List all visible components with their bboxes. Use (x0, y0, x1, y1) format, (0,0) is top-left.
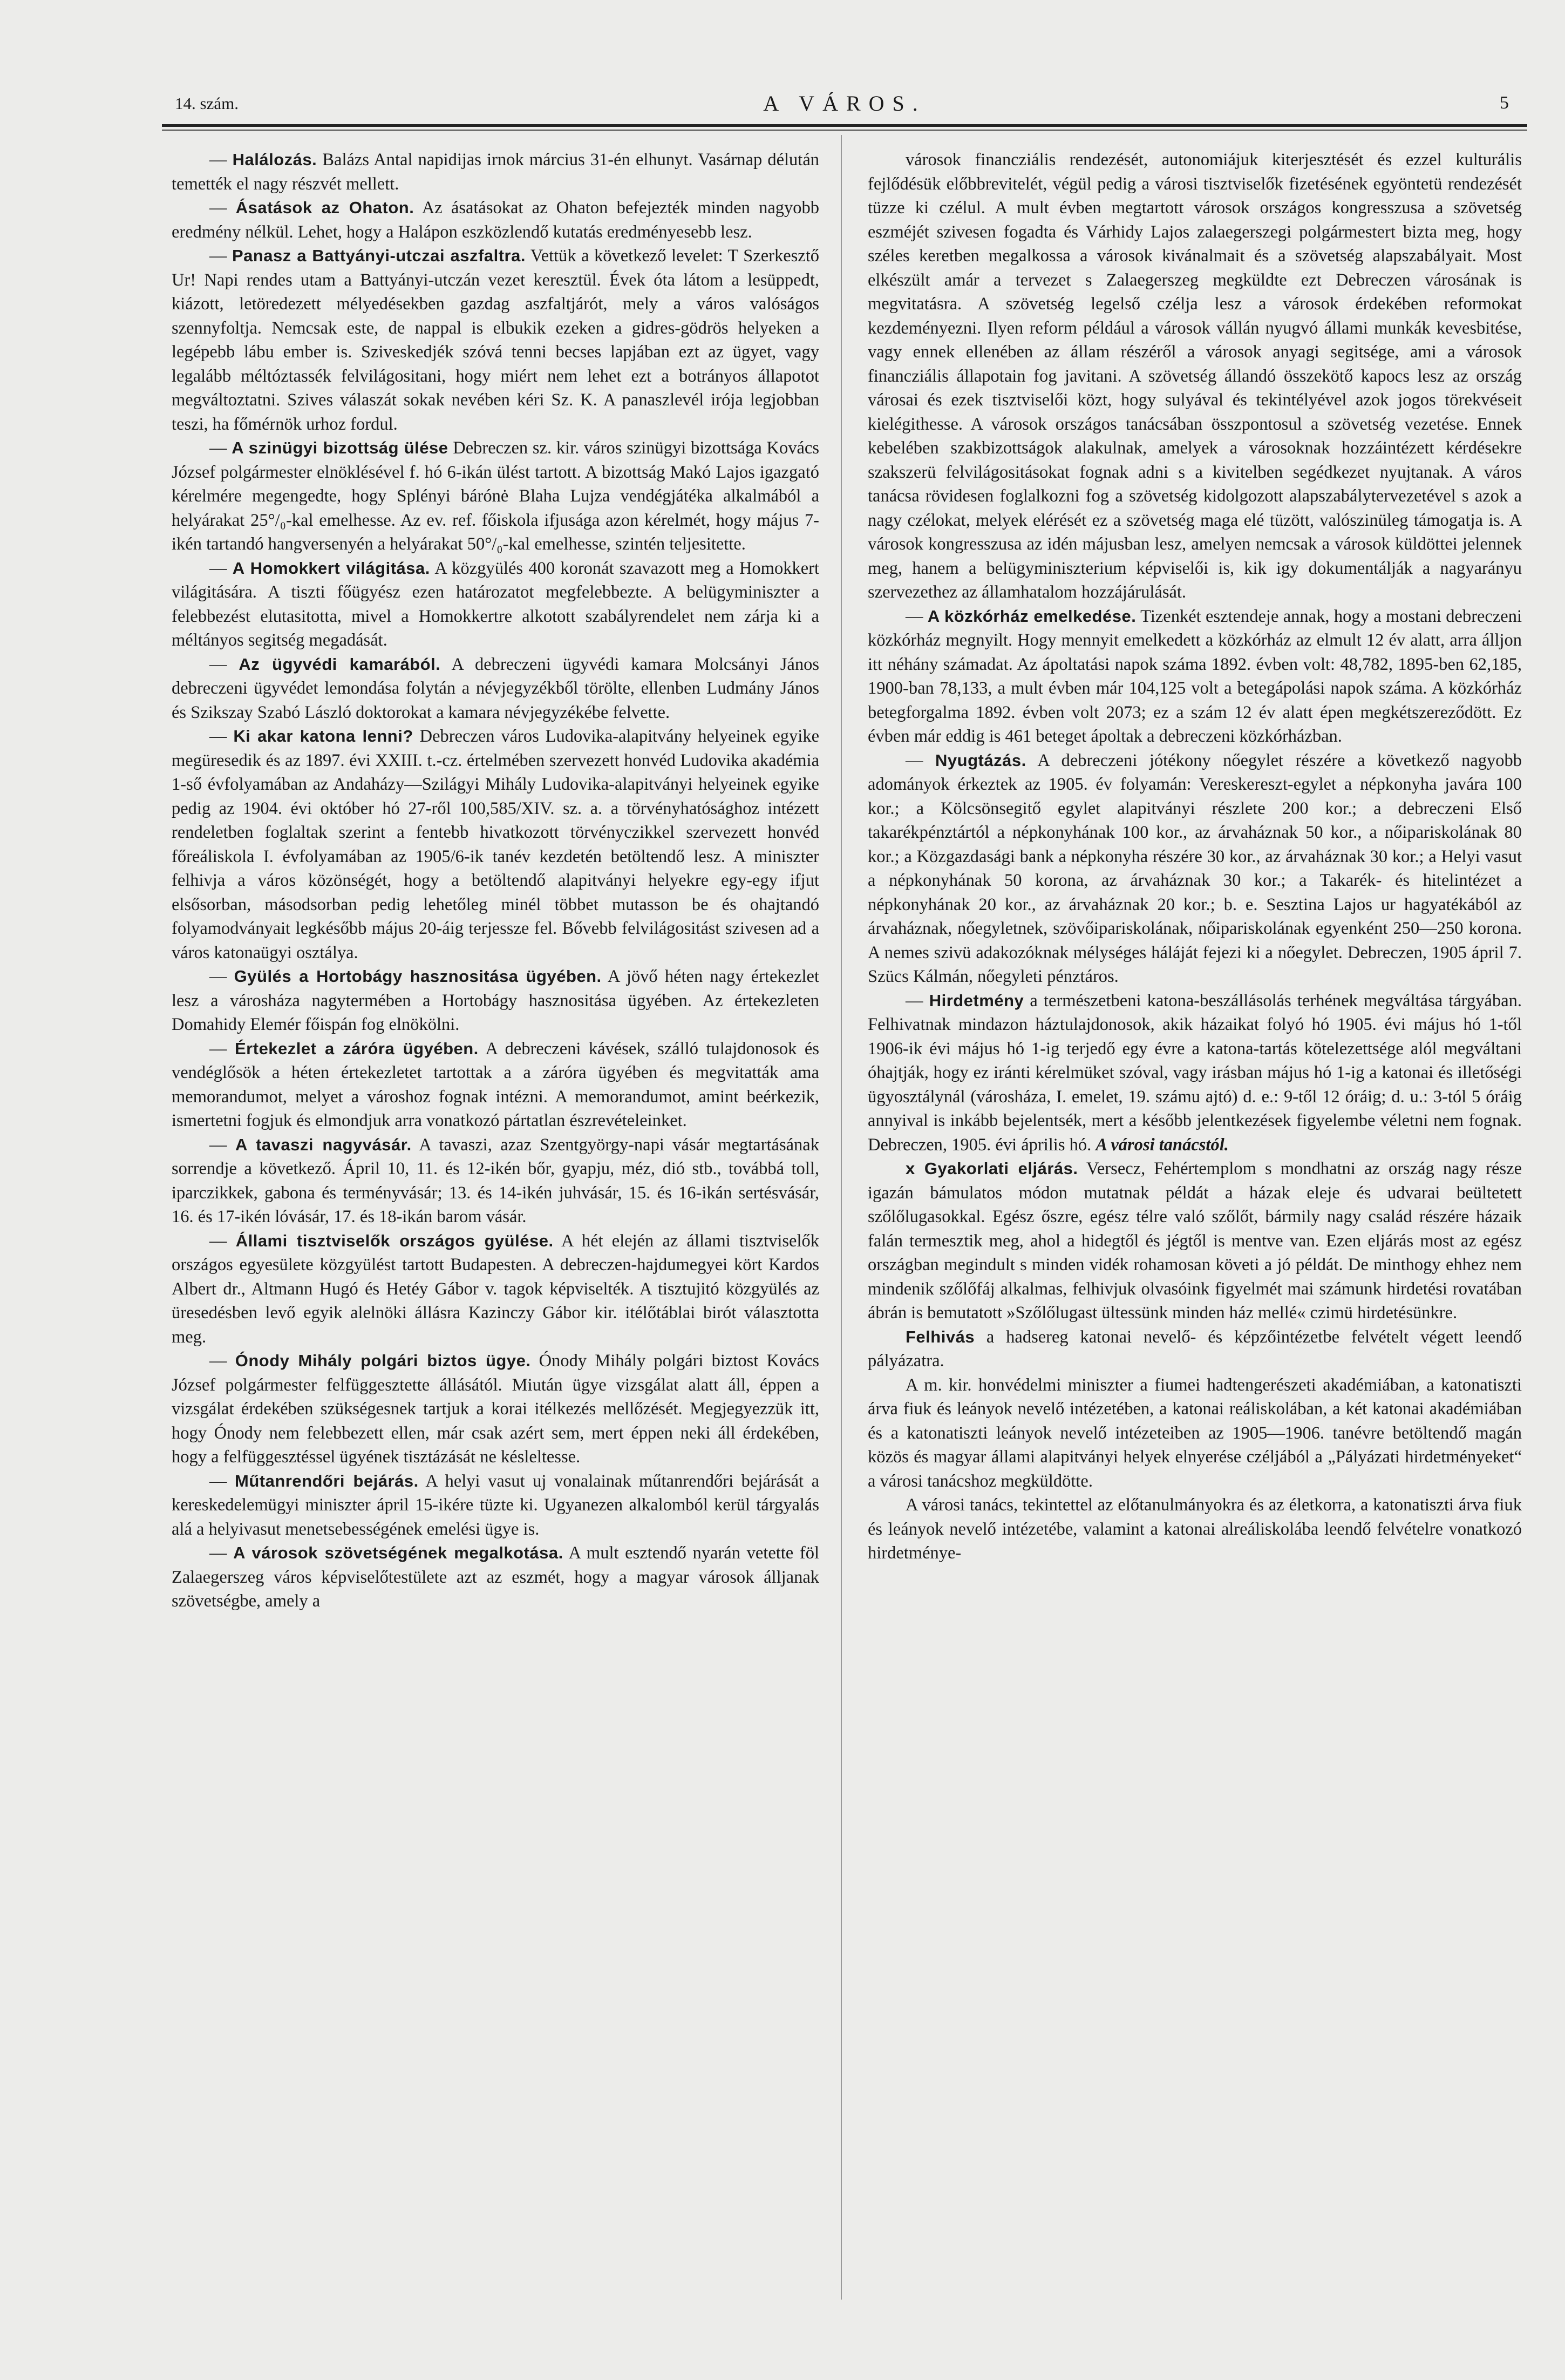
page-number: 5 (1500, 93, 1509, 113)
news-item: — A Homokkert világitása. A közgyülés 400 koronát szavazott meg a Homokkert világitására. A tiszti főügyész ezen határozatot megfelebbezte. A belügyminiszter a felebbezést elutasitotta, mivel a Homokkertre alkotott szabályrendelet nem zárja ki a méltányos segitség megadását. (172, 558, 819, 650)
news-item-body: a természetbeni katona-beszállásolás terhének megváltása tárgyában. Felhivatnak mindazon háztulajdonosok, akik házaikat folyó hó 1905. évi május hó 1-től 1906-ik évi május hó 1-ig terjedő egy évre a katona-tartás kötelezettsége alól megváltani óhajtják, hogy ez iránti kérelmüket szóval, vagy irásban május hó 1-ig a katonai és illetőségi ügyosztálynál (városháza, I. emelet, 19. számu ajtó) d. e.: 9-től 12 óráig; d. u.: 3-tól 5 óráig annyival is inkább bejelentsék, mert a később jelentkezések figyelembe véletni nem fognak. Debreczen, 1905. évi április hó. (868, 991, 1522, 1155)
news-item: — Halálozás. Balázs Antal napidijas irnok március 31-én elhunyt. Vasárnap délután temették el nagy részvét mellett. (172, 150, 819, 194)
news-item-body: A tavaszi, azaz Szentgyörgy-napi vásár megtartásának sorrendje a következő. Ápril 10, 11. és 12-ikén bőr, gyapju, méz, dió stb., továbbá toll, iparczikkek, gabona és terményvásár; 13. és 14-ikén juhvásár, 15. és 16-ikán sertésvásár, 16. és 17-ikén lóvásár, 17. és 18-ikán barom vásár. (172, 1135, 819, 1226)
news-item: — Gyülés a Hortobágy hasznositása ügyében. A jövő héten nagy értekezlet lesz a városháza nagytermében a Hortobágy hasznositása ügyében. Az értekezleten Domahidy Elemér főispán fog elnökölni. (172, 967, 819, 1034)
news-item: — A tavaszi nagyvásár. A tavaszi, azaz Szentgyörgy-napi vásár megtartásának sorrendje a következő. Ápril 10, 11. és 12-ikén bőr, gyapju, méz, dió stb., továbbá toll, iparczikkek, gabona és terményvásár; 13. és 14-ikén juhvásár, 15. és 16-ikán sertésvásár, 16. és 17-ikén lóvásár, 17. és 18-ikán barom vásár. (172, 1135, 819, 1226)
news-item-body: Versecz, Fehértemplom s mondhatni az ország nagy része igazán bámulatos módon mutatnak példát a házak eleje és udvarai beültetett szőlőlugasokkal. Egész őszre, egész télre való szőlőt, bármily nagy család részére házaik falán termesztik meg, ahol a hidegtől és jégtől is mentve van. Ezen eljárás most az egész országban megindult s minden vidék rohamosan követi a jó példát. De minthogy ehhez nem mindenik szőlőfáj alkalmas, felhivjuk olvasóink figyelmét mai számunk hirdetési rovatában ábrán is bemutatott »Szőlőlugast ültessünk minden ház mellé« czimü hirdetésünkre. (868, 1159, 1522, 1323)
news-item-body: A hét elején az állami tisztviselők országos egyesülete közgyülést tartott Budapesten. A debreczen-hajdumegyei kört Kardos Albert dr., Altmann Hugó és Hetéy Gábor v. tagok képviselték. A tisztujitó közgyülés az üresedésben levő egyik alelnöki állásra Kazinczy Gábor kir. itélőtáblai birót választotta meg. (172, 1231, 820, 1347)
news-item-heading: A közkórház emelkedése. (927, 606, 1137, 626)
news-item-heading: Nyugtázás. (935, 750, 1026, 770)
news-item-heading: Felhivás (906, 1327, 975, 1346)
news-item (868, 148, 1522, 605)
news-item: — Panasz a Battyányi-utczai aszfaltra. Vettük a következő levelet: T Szerkesztő Ur! Napi rendes utam a Battyányi-utczán vezet keresztül. Évek óta látom a lesüppedt, kiázott, letöredezett mélyedésekben gazdag aszfaltjárót, mely a város valóságos szennyfoltja. Nemcsak este, de nappal is elbukik ezeken a gidres-gödrös helyeken a legépebb lábu ember is. Sziveskedjék szóvá tenni becses lapjában ezt az ügyet, vagy legalább méltóztassék felvilágositani, hogy miért nem lehet ezt a botrányos állapotot megváltoztatni. Szives válaszát sokak nevében kéri Sz. K. A panaszlevél irója legjobban teszi, ha főmérnök urhoz fordul. (172, 246, 820, 434)
news-item-heading: Ásatások az Ohaton. (235, 198, 414, 217)
news-item-body: A közgyülés 400 koronát szavazott meg a Homokkert világitására. A tiszti főügyész ezen határozatot megfelebbezte. A belügyminiszter a felebbezést elutasitotta, mivel a Homokkertre alkotott szabályrendelet nem zárja ki a méltányos segitség megadását. (172, 558, 819, 650)
news-item-body: A városi tanács, tekintettel az előtanulmányokra és az életkorra, a katonatiszti árva fiuk és leányok nevelő intézetébe, valamint a katonai alreáliskolába leendő felvételre vonatkozó hirdetménye- (868, 1495, 1522, 1563)
news-item-body: A debreczeni ügyvédi kamara Molcsányi János debreczeni ügyvédet lemondása folytán a névjegyzékből törölte, ellenben Ludmány János és Szikszay Szabó László doktorokat a kamara névjegyzékébe felvette. (172, 654, 820, 722)
news-item-body: A debreczeni jótékony nőegylet részére a következő nagyobb adományok érkeztek az 1905. év folyamán: Vereskereszt-egylet a népkonyha javára 100 kor.; a Kölcsönsegitő egylet alapitványi részlete 200 kor.; a debreczeni Első takarékpénztártól a népkonyhának 100 kor., az árvaháznak 50 kor., a nőipariskolának 80 kor.; a Közgazdasági bank a népkonyha részére 30 kor., az árvaháznak 30 kor.; a Helyi vasut a népkonyhának 50 korona, az árvaháznak 30 kor.; a Takarék- és hitelintézet a népkonyhának 20 kor., az árvaháznak 20 kor.; b. e. Sesztina Lajos ur hagyatékából az árvaháznak, nőegyletnek, szövőipariskolának, nőipariskolának egyenként 250—250 korona. A nemes szivü adakozóknak mélységes háláját fejezi ki a nőegylet. Debreczen, 1905 ápril 7. Szücs Kálmán, nőegyleti pénztáros. (868, 750, 1522, 986)
news-item (868, 1373, 1522, 1494)
news-item-heading: Az ügyvédi kamarából. (239, 654, 441, 674)
news-item-heading: A városok szövetségének megalkotása. (233, 1543, 563, 1562)
news-item: — Az ügyvédi kamarából. A debreczeni ügyvédi kamara Molcsányi János debreczeni ügyvédet lemondása folytán a névjegyzékből törölte, ellenben Ludmány János és Szikszay Szabó László doktorokat a kamara névjegyzékébe felvette. (172, 654, 820, 722)
news-item-body: Tizenkét esztendeje annak, hogy a mostani debreczeni közkórház megnyilt. Hogy mennyit emelkedett a közkórház az elmult 12 év alatt, arra álljon itt néhány számadat. Az ápoltatási napok száma 1892. évben volt: 48,782, 1895-ben 62,185, 1900-ban 78,133, a mult évben már 104,125 volt a betegápolási napok száma. A közkórház betegforgalma 1892. évben volt 2073; ez a szám 12 év alatt épen megkétszereződött. Ez évben már eddig is 461 beteget ápoltak a debreczeni közkórházban. (868, 606, 1522, 746)
header-rule (162, 124, 1527, 127)
news-item-heading: Műtanrendőri bejárás. (235, 1471, 419, 1490)
news-item: — A szinügyi bizottság ülése Debreczen sz. kir. város szinügyi bizottsága Kovács József polgármester elnöklésével f. hó 6-ikán ülést tartott. A bizottság Makó Lajos igazgató kérelmére megengedte, hogy Splényi bárónė Blaha Lujza vendégjátéka alkalmából a helyárakat 25°/₀-kal emelhesse. Az ev. ref. főiskola ifjusága azon kérelmét, hogy május 7-ikén tartandó hangversenyén a helyárakat 50°/₀-kal emelhesse, szintén teljesitette. (172, 438, 820, 554)
right-column (868, 148, 1522, 1565)
news-item: — Hirdetmény a természetbeni katona-beszállásolás terhének megváltása tárgyában. Felhivatnak mindazon háztulajdonosok, akik házaikat folyó hó 1905. évi május hó 1-től 1906-ik évi május hó 1-ig terjedő egy évre a katona-tartás kötelezettsége alól megváltani óhajtják, hogy ez iránti kérelmüket szóval, vagy irásban május hó 1-ig a katonai és illetőségi ügyosztálynál (városháza, I. emelet, 19. számu ajtó) d. e.: 9-től 12 óráig; d. u.: 3-tól 5 óráig annyival is inkább bejelentsék, mert a később jelentkezések figyelembe véletni nem fognak. Debreczen, 1905. évi április hó. A városi tanácstól. (868, 991, 1522, 1155)
news-item: — Értekezlet a záróra ügyében. A debreczeni kávések, szálló tulajdonosok és vendéglősök a héten értekezletet tartottak a a záróra ügyében és megvitatták ama memorandumot, melyet a városhoz fognak intézni. A memorandumot, amint beérkezik, ismertetni fogjuk és elmondjuk arra vonatkozó pártatlan észrevételeinket. (172, 1039, 819, 1130)
news-item-heading: Ónody Mihály polgári biztos ügye. (235, 1351, 531, 1370)
news-item-heading: Ki akar katona lenni? (233, 727, 413, 745)
news-item-signature: A városi tanácstól. (1096, 1135, 1229, 1155)
news-item-body: Debreczen sz. kir. város szinügyi bizottsága Kovács József polgármester elnöklésével f. hó 6-ikán ülést tartott. A bizottság Makó Lajos igazgató kérelmére megengedte, hogy Splényi bárónė Blaha Lujza vendégjátéka alkalmából a helyárakat 25°/₀-kal emelhesse. Az ev. ref. főiskola ifjusága azon kérelmét, hogy május 7-ikén tartandó hangversenyén a helyárakat 50°/₀-kal emelhesse, szintén teljesitette. (172, 438, 820, 554)
news-item: — Ki akar katona lenni? Debreczen város Ludovika-alapitvány helyeinek egyike megüresedik és az 1897. évi XXIII. t.-cz. értelmében szervezett honvéd Ludovika akadémia 1-ső évfolyamában az Andaházy—Szilágyi Mihály Ludovika-alapitványi helyeinek egyike pedig az 1904. évi október hó 27-ről 100,585/XIV. sz. a. a törvényhatósághoz intézett rendeletben foglaltak szerint a fentebb hivatkozott törvényczikkel szervezett honvéd főreáliskola I. évfolyamában az 1905/6-ik tanév kezdetén betöltendő lesz. A miniszter felhivja a város közönségét, hogy a betöltendő alapitványi helyekre egy-egy ifjut elsősorban, másodsorban pedig lehetőleg minél többet mutasson be és ohajtandó folyamodványait legkésőbb május 20-áig terjessze fel. Bővebb felvilágositást szivesen ad a város katonaügyi osztálya. (172, 727, 819, 962)
newspaper-title: A VÁROS. (763, 91, 926, 116)
news-item: — Állami tisztviselők országos gyülése. A hét elején az állami tisztviselők országos egyesülete közgyülést tartott Budapesten. A debreczen-hajdumegyei kört Kardos Albert dr., Altmann Hugó és Hetéy Gábor v. tagok képviselték. A tisztujitó közgyülés az üresedésben levő egyik alelnöki állásra Kazinczy Gábor kir. itélőtáblai birót választotta meg. (172, 1231, 820, 1347)
page-header (162, 91, 1527, 123)
news-item (868, 1493, 1522, 1565)
issue-number: 14. szám. (175, 94, 239, 113)
left-column (172, 148, 819, 1613)
news-item-body: Debreczen város Ludovika-alapitvány helyeinek egyike megüresedik és az 1897. évi XXIII. t.-cz. értelmében szervezett honvéd Ludovika akadémia 1-ső évfolyamában az Andaházy—Szilágyi Mihály Ludovika-alapitványi helyeinek egyike pedig az 1904. évi október hó 27-ről 100,585/XIV. sz. a. a törvényhatósághoz intézett rendeletben foglaltak szerint a fentebb hivatkozott törvényczikkel szervezett honvéd főreáliskola I. évfolyamában az 1905/6-ik tanév kezdetén betöltendő lesz. A miniszter felhivja a város közönségét, hogy a betöltendő alapitványi helyekre egy-egy ifjut elsősorban, másodsorban pedig lehetőleg minél többet mutasson be és ohajtandó folyamodványait legkésőbb május 20-áig terjessze fel. Bővebb felvilágositást szivesen ad a város katonaügyi osztálya. (172, 727, 819, 962)
news-item-heading: Állami tisztviselők országos gyülése. (235, 1231, 554, 1250)
news-item: — A városok szövetségének megalkotása. A mult esztendő nyarán vetette föl Zalaegerszeg város képviselőtestülete azt az eszmét, hogy a magyar városok álljanak szövetségbe, amely a (172, 1543, 819, 1611)
news-item-body: városok financziális rendezését, autonomiájuk kiterjesztését és ezzel kulturális fejlődésük előbbrevitelét, végül pedig a városi tisztviselők fizetésének egyöntetü rendezését tüzze ki czélul. A mult évben megtartott városok országos kongresszusa a szövetség eszméjét szivesen fogadta és Várhidy Lajos zalaegerszegi polgármestert bizta meg, hogy széles keretben megalkossa a városok kivánalmait és a szövetség alapszabályait. Most elkészült amár a tervezet s Zalaegerszeg megküldte ezt Debreczen városának is megvitatásra. A szövetség legelső czélja lesz a városok érdekében reformokat kezdeményezni. Ilyen reform például a városok vállán nyugvó állami munkák kevesbitése, vagy ennek ellenében az állam részéről a városok anyagi segitsége, ami a városok financziális állapotain fog javitani. A szövetség állandó összekötő kapocs lesz az ország városai és ezek tisztviselői közt, hogy sulyával és tekintélyével azok jogos törekvéseit kielégithesse. A városok országos tanácsában összpontosul a szövetség vezetése. Ennek kebelében szakbizottságok alakulnak, amelyek a városoknak hozzáintézett kérdésekre szakszerü felvilágositásokat fognak adni s a kivitelben segédkezet nyujtanak. A város tanácsa rövidesen foglalkozni fog a szövetség kidolgozott alapszabálytervezetével s azok a nagy czélokat, melyek elérését ez a szövetség maga elé tüzött, valószinüleg támogatja is. A városok kongresszusa az idén májusban lesz, amelyen nemcsak a városok küldöttei jelennek meg, hanem a belügyminiszterium képviselői is, kik igy dokumentálják a nagyarányu szervezethez az államhatalom hozzájárulását. (868, 150, 1522, 602)
news-item-body: A m. kir. honvédelmi miniszter a fiumei hadtengerészeti akadémiában, a katonatiszti árva fiuk és leányok nevelő intézetében, a katonai reáliskolában, a két katonai akadémiában és a katonatiszti leányok nevelő intézeteiben az 1905—1906. tanévre betöltendő magán közös és magyar állami alapitványi helyek elnyerése czéljából a „Pályázati hirdetményeket“ a városi tanácshoz megküldötte. (868, 1375, 1522, 1491)
news-item-heading: A szinügyi bizottság ülése (232, 438, 448, 457)
news-item-heading: Gyülés a Hortobágy hasznositása ügyében. (234, 967, 602, 986)
news-item (868, 1157, 1522, 1325)
news-item: — Műtanrendőri bejárás. A helyi vasut uj vonalainak műtanrendőri bejárását a kereskedelemügyi miniszter ápril 15-ikére tüzte ki. Ugyanezen alkalomból kerül tárgyalás alá a helyivasut menetsebességének emelési ügye is. (172, 1471, 820, 1539)
news-item-heading: Hirdetmény (929, 991, 1024, 1010)
news-item: — Ónody Mihály polgári biztos ügye. Ónody Mihály polgári biztost Kovács József polgármester felfüggesztette állásától. Miután ügye vizsgálat alatt áll, éppen a vizsgálat érdekében szükségesnek tartjuk a korai itélkezés mellőzését. Megjegyezzük itt, hogy Ónody nem felebbezett ellen, már csak azért sem, mert éppen neki áll érdekében, hogy a felfüggesztéssel ügyének tisztázását ne késleltesse. (172, 1351, 819, 1467)
header-rule-thin (162, 130, 1527, 131)
news-item-body: Ónody Mihály polgári biztost Kovács József polgármester felfüggesztette állásától. Miután ügye vizsgálat alatt áll, éppen a vizsgálat érdekében szükségesnek tartjuk a korai itélkezés mellőzését. Megjegyezzük itt, hogy Ónody nem felebbezett ellen, már csak azért sem, mert éppen neki áll érdekében, hogy a felfüggesztéssel ügyének tisztázását ne késleltesse. (172, 1351, 819, 1467)
news-item: — Ásatások az Ohaton. Az ásatásokat az Ohaton befejezték minden nagyobb eredmény nélkül. Lehet, hogy a Halápon eszközlendő kutatás eredményesebb lesz. (172, 198, 819, 242)
news-item-heading: Halálozás. (232, 150, 317, 169)
news-item-body: Balázs Antal napidijas irnok március 31-én elhunyt. Vasárnap délután temették el nagy részvét mellett. (172, 150, 819, 194)
news-item-heading: A tavaszi nagyvásár. (235, 1135, 412, 1154)
news-item-heading: x Gyakorlati eljárás. (906, 1159, 1078, 1178)
news-item: — A közkórház emelkedése. Tizenkét esztendeje annak, hogy a mostani debreczeni közkórház megnyilt. Hogy mennyit emelkedett a közkórház az elmult 12 év alatt, arra álljon itt néhány számadat. Az ápoltatási napok száma 1892. évben volt: 48,782, 1895-ben 62,185, 1900-ban 78,133, a mult évben már 104,125 volt a betegápolási napok száma. A közkórház betegforgalma 1892. évben volt 2073; ez a szám 12 év alatt épen megkétszereződött. Ez évben már eddig is 461 beteget ápoltak a debreczeni közkórházban. (868, 606, 1522, 746)
news-item-body: Az ásatásokat az Ohaton befejezték minden nagyobb eredmény nélkül. Lehet, hogy a Halápon eszközlendő kutatás eredményesebb lesz. (172, 198, 819, 242)
news-item-heading: A Homokkert világitása. (232, 558, 430, 578)
news-item-body: A debreczeni kávések, szálló tulajdonosok és vendéglősök a héten értekezletet tartottak a a záróra ügyében és megvitatták ama memorandumot, melyet a városhoz fognak intézni. A memorandumot, amint beérkezik, ismertetni fogjuk és elmondjuk arra vonatkozó pártatlan észrevételeinket. (172, 1039, 819, 1130)
column-divider (841, 135, 842, 2300)
news-item-body: a hadsereg katonai nevelő- és képzőintézetbe felvételt végett leendő pályázatra. (868, 1327, 1522, 1371)
news-item-body: A mult esztendő nyarán vetette föl Zalaegerszeg város képviselőtestülete azt az eszmét, hogy a magyar városok álljanak szövetségbe, amely a (172, 1543, 819, 1611)
news-item-body: A helyi vasut uj vonalainak műtanrendőri bejárását a kereskedelemügyi miniszter ápril 15-ikére tüzte ki. Ugyanezen alkalomból kerül tárgyalás alá a helyivasut menetsebességének emelési ügye is. (172, 1471, 820, 1539)
news-item-body: Vettük a következő levelet: T Szerkesztő Ur! Napi rendes utam a Battyányi-utczán vezet keresztül. Évek óta látom a lesüppedt, kiázott, letöredezett mélyedésekben gazdag aszfaltjárót, mely a város valóságos szennyfoltja. Nemcsak este, de nappal is elbukik ezeken a gidres-gödrös helyeken a legépebb lábu ember is. Sziveskedjék szóvá tenni becses lapjában ezt az ügyet, vagy legalább méltóztassék felvilágositani, hogy miért nem lehet ezt a botrányos állapotot megváltoztatni. Szives válaszát sokak nevében kéri Sz. K. A panaszlevél irója legjobban teszi, ha főmérnök urhoz fordul. (172, 246, 820, 434)
news-item-body: A jövő héten nagy értekezlet lesz a városháza nagytermében a Hortobágy hasznositása ügyében. Az értekezleten Domahidy Elemér főispán fog elnökölni. (172, 967, 819, 1034)
news-item: — Nyugtázás. A debreczeni jótékony nőegylet részére a következő nagyobb adományok érkeztek az 1905. év folyamán: Vereskereszt-egylet a népkonyha javára 100 kor.; a Kölcsönsegitő egylet alapitványi részlete 200 kor.; a debreczeni Első takarékpénztártól a népkonyhának 100 kor., az árvaháznak 50 kor., a nőipariskolának 80 kor.; a Közgazdasági bank a népkonyha részére 30 kor., az árvaháznak 30 kor.; a Helyi vasut a népkonyhának 50 korona, az árvaháznak 30 kor.; a Takarék- és hitelintézet a népkonyhának 20 kor., az árvaháznak 20 kor.; b. e. Sesztina Lajos ur hagyatékából az árvaháznak, nőegyletnek, szövőipariskolának, nőipariskolának egyenként 250—250 korona. A nemes szivü adakozóknak mélységes háláját fejezi ki a nőegylet. Debreczen, 1905 ápril 7. Szücs Kálmán, nőegyleti pénztáros. (868, 750, 1522, 986)
news-item (868, 1325, 1522, 1373)
news-item-heading: Értekezlet a záróra ügyében. (235, 1039, 479, 1058)
news-item-heading: Panasz a Battyányi-utczai aszfaltra. (232, 246, 526, 265)
